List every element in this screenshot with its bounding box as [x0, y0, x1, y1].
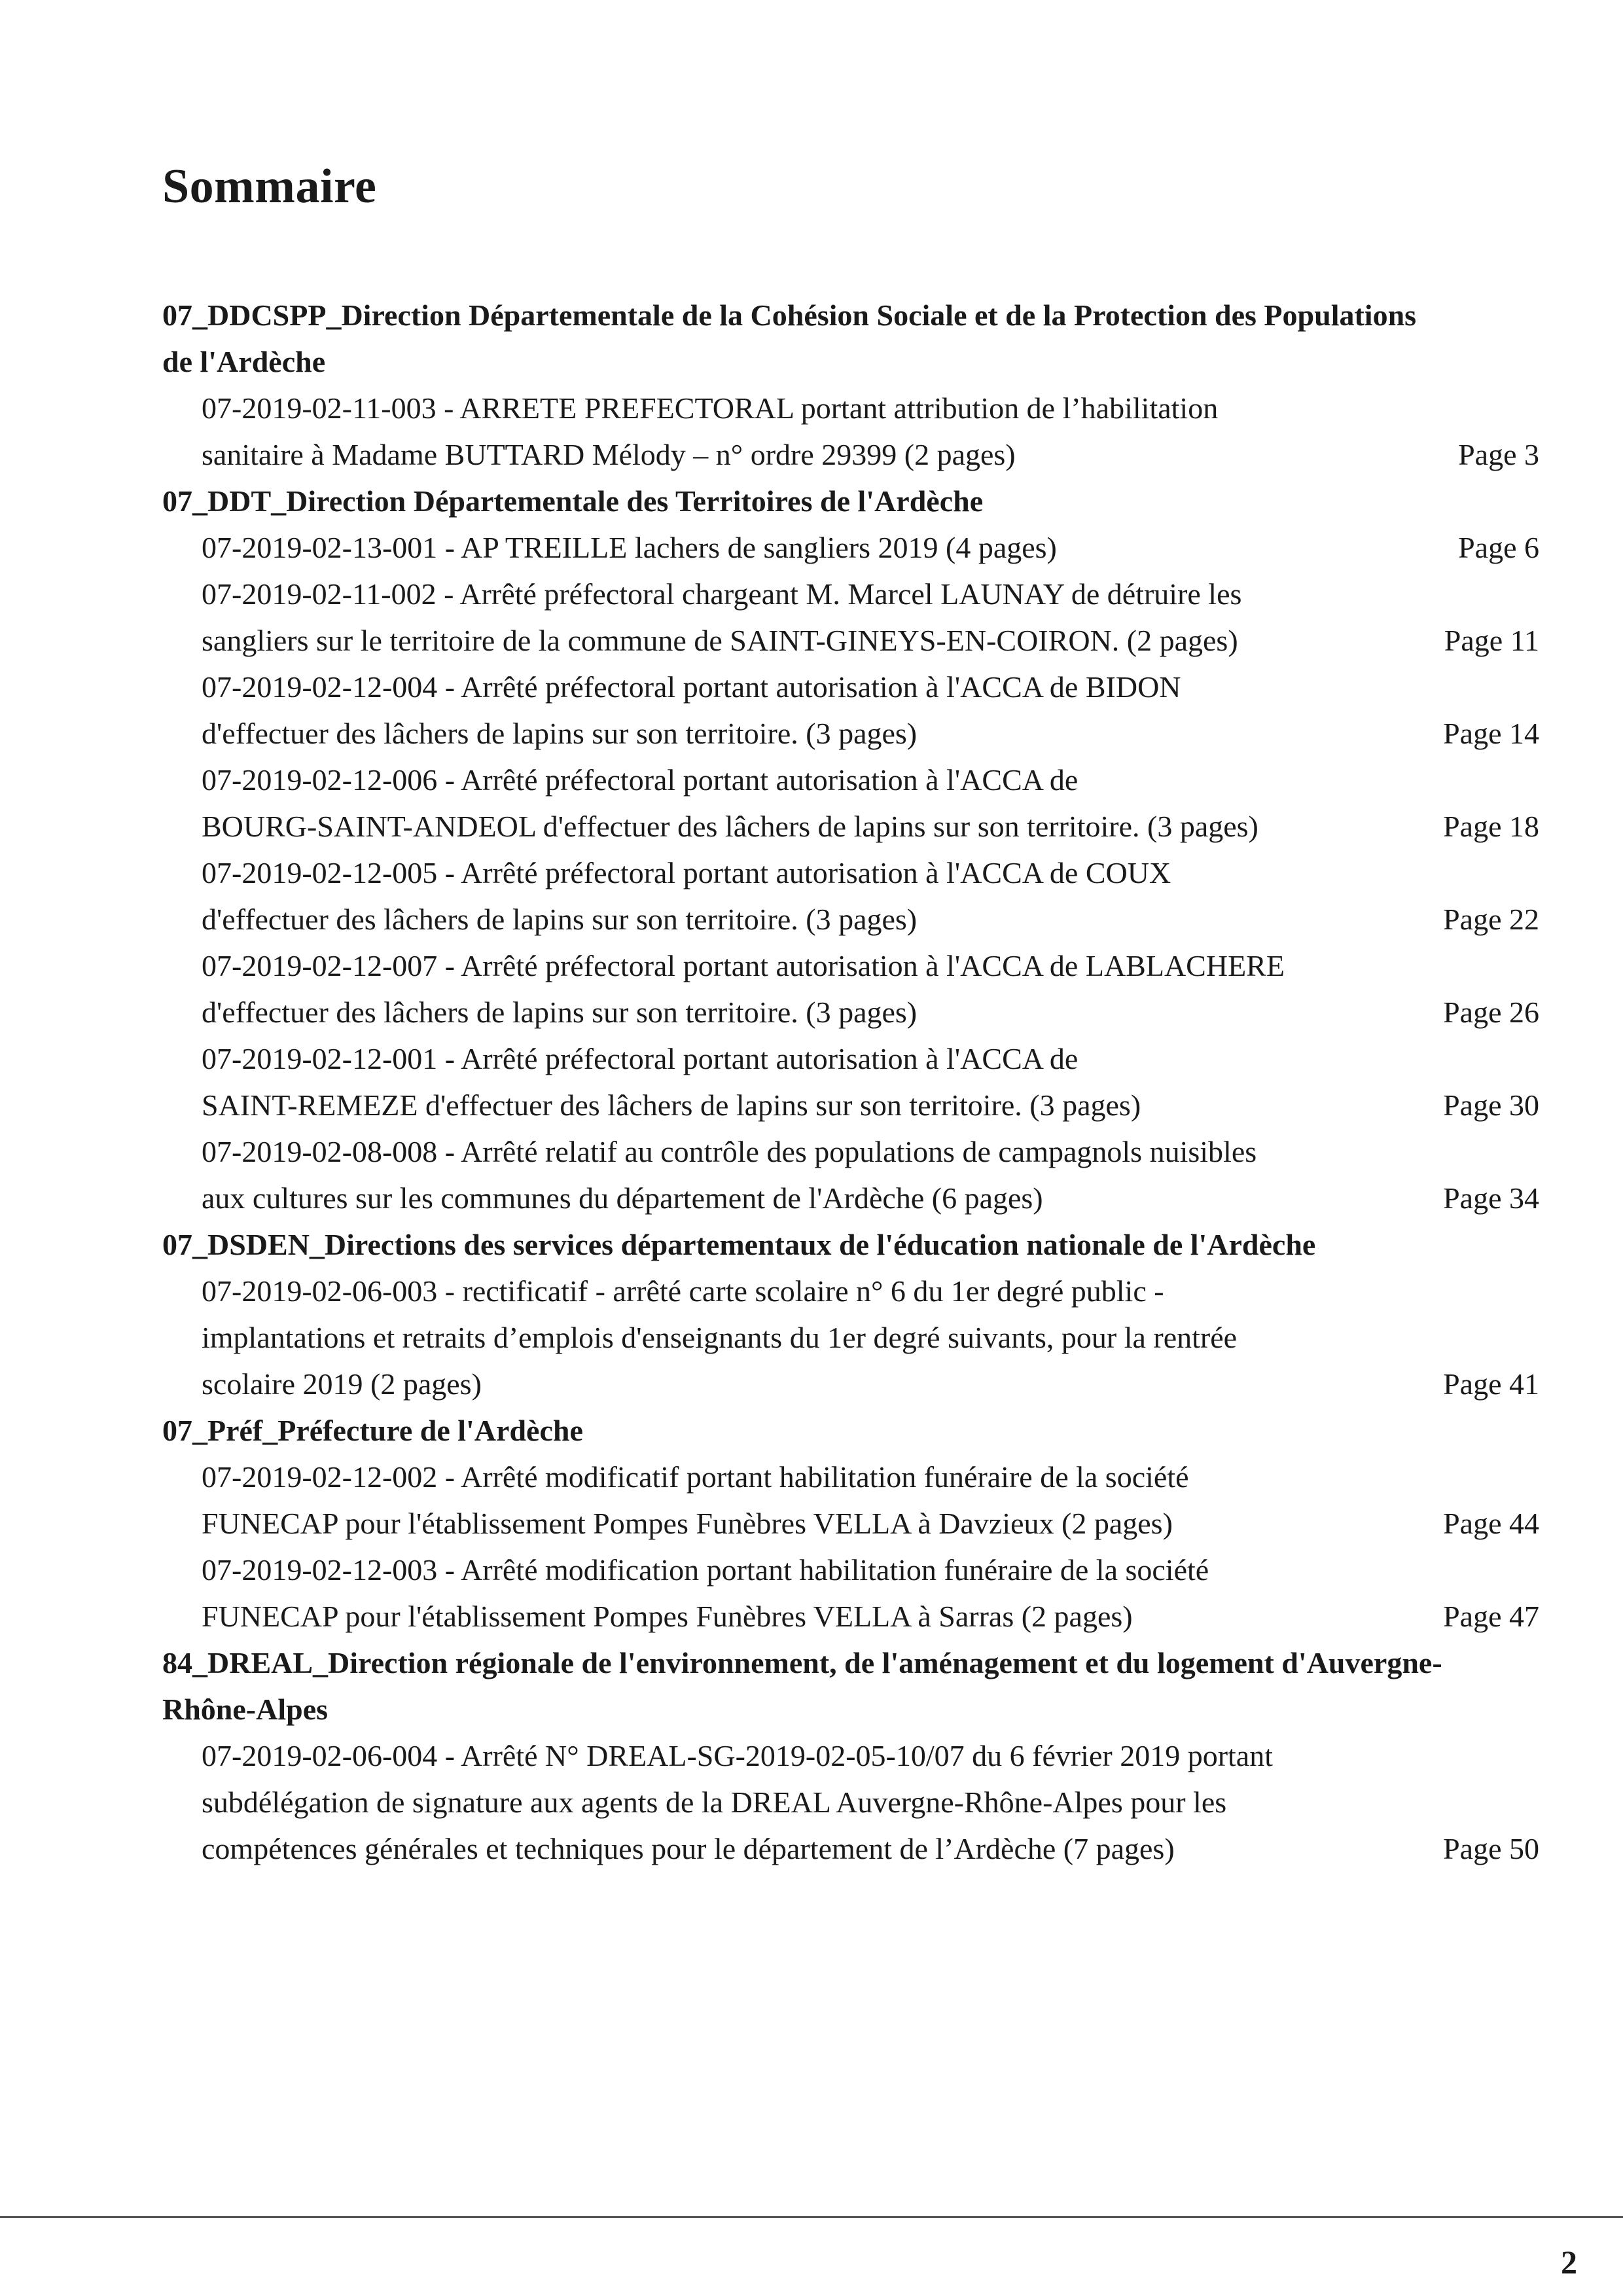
toc-section-ddcspp: [162, 292, 1539, 478]
toc-entry[interactable]: [162, 1547, 1539, 1640]
entry-title: 07-2019-02-12-005 - Arrêté préfectoral portant autorisation à l'ACCA de COUX d'effectuer des lâchers de lapins sur son territoire. (3 pages): [202, 856, 1171, 936]
toc-entry[interactable]: [162, 1035, 1539, 1128]
entry-title: 07-2019-02-12-003 - Arrêté modification portant habilitation funéraire de la société FUNECAP pour l'établissement Pompes Funèbres VELLA à Sarras (2 pages): [202, 1553, 1209, 1633]
table-of-contents: [162, 292, 1539, 1872]
entry-title: 07-2019-02-12-001 - Arrêté préfectoral portant autorisation à l'ACCA de SAINT-REMEZE d'effectuer des lâchers de lapins sur son territoire. (3 pages): [202, 1042, 1141, 1122]
page-number: 2: [1561, 2244, 1577, 2280]
toc-entry[interactable]: [162, 385, 1539, 478]
toc-entry[interactable]: [162, 524, 1539, 571]
section-heading: 07_DDCSPP_Direction Départementale de la Cohésion Sociale et de la Protection des Populations de l'Ardèche: [162, 298, 1417, 378]
entry-page-ref: Page 47: [1443, 1600, 1539, 1633]
entry-page-ref: Page 3: [1458, 438, 1539, 471]
entry-page-ref: Page 26: [1443, 996, 1539, 1029]
entry-page-ref: Page 34: [1443, 1181, 1539, 1215]
entry-page-ref: Page 6: [1458, 531, 1539, 564]
toc-section-prefecture: [162, 1407, 1539, 1640]
entry-page-ref: Page 30: [1443, 1088, 1539, 1122]
toc-entry[interactable]: [162, 571, 1539, 664]
entry-page-ref: Page 22: [1443, 903, 1539, 936]
section-heading: 07_DSDEN_Directions des services départementaux de l'éducation nationale de l'Ardèche: [162, 1228, 1316, 1261]
entry-page-ref: Page 41: [1443, 1367, 1539, 1401]
entry-title: 07-2019-02-12-007 - Arrêté préfectoral portant autorisation à l'ACCA de LABLACHERE d'effectuer des lâchers de lapins sur son territoire. (3 pages): [202, 949, 1285, 1029]
entry-title: 07-2019-02-11-003 - ARRETE PREFECTORAL portant attribution de l’habilitation sanitaire à Madame BUTTARD Mélody – n° ordre 29399 (2 pages): [202, 391, 1219, 471]
section-heading: 84_DREAL_Direction régionale de l'environnement, de l'aménagement et du logement d'Auvergne-Rhône-Alpes: [162, 1646, 1442, 1726]
entry-title: 07-2019-02-12-006 - Arrêté préfectoral portant autorisation à l'ACCA de BOURG-SAINT-ANDEOL d'effectuer des lâchers de lapins sur son territoire. (3 pages): [202, 763, 1258, 843]
toc-entry[interactable]: [162, 850, 1539, 942]
toc-entry[interactable]: [162, 1732, 1539, 1872]
entry-title: 07-2019-02-12-004 - Arrêté préfectoral portant autorisation à l'ACCA de BIDON d'effectuer des lâchers de lapins sur son territoire. (3 pages): [202, 670, 1181, 750]
page-title: Sommaire: [162, 160, 377, 213]
toc-entry[interactable]: [162, 942, 1539, 1035]
toc-section-ddt: [162, 478, 1539, 1221]
section-heading: 07_Préf_Préfecture de l'Ardèche: [162, 1414, 583, 1447]
toc-entry[interactable]: [162, 1454, 1539, 1547]
entry-title: 07-2019-02-06-004 - Arrêté N° DREAL-SG-2019-02-05-10/07 du 6 février 2019 portant subdélégation de signature aux agents de la DREAL Auvergne-Rhône-Alpes pour les compétences générales et techniques pour le département de l’Ardèche (7 pages): [202, 1739, 1273, 1865]
entry-title: 07-2019-02-06-003 - rectificatif - arrêté carte scolaire n° 6 du 1er degré public - implantations et retraits d’emplois d'enseignants du 1er degré suivants, pour la rentrée scolaire 2019 (2 pages): [202, 1274, 1238, 1401]
toc-entry[interactable]: [162, 757, 1539, 850]
entry-title: 07-2019-02-08-008 - Arrêté relatif au contrôle des populations de campagnols nuisibles aux cultures sur les communes du département de l'Ardèche (6 pages): [202, 1135, 1257, 1215]
entry-title: 07-2019-02-11-002 - Arrêté préfectoral chargeant M. Marcel LAUNAY de détruire les sangliers sur le territoire de la commune de SAINT-GINEYS-EN-COIRON. (2 pages): [202, 577, 1242, 657]
toc-section-dsden: [162, 1221, 1539, 1407]
entry-page-ref: Page 14: [1443, 717, 1539, 750]
toc-entry[interactable]: [162, 664, 1539, 757]
toc-entry[interactable]: [162, 1128, 1539, 1221]
entry-page-ref: Page 44: [1443, 1507, 1539, 1540]
section-heading: 07_DDT_Direction Départementale des Territoires de l'Ardèche: [162, 484, 984, 518]
entry-page-ref: Page 18: [1443, 810, 1539, 843]
toc-entry[interactable]: [162, 1268, 1539, 1407]
entry-title: 07-2019-02-13-001 - AP TREILLE lachers de sangliers 2019 (4 pages): [202, 531, 1057, 564]
entry-page-ref: Page 11: [1444, 624, 1539, 657]
entry-title: 07-2019-02-12-002 - Arrêté modificatif portant habilitation funéraire de la société FUNECAP pour l'établissement Pompes Funèbres VELLA à Davzieux (2 pages): [202, 1460, 1189, 1540]
entry-page-ref: Page 50: [1443, 1832, 1539, 1865]
toc-section-dreal: [162, 1640, 1539, 1872]
footer-divider: [0, 2216, 1623, 2218]
